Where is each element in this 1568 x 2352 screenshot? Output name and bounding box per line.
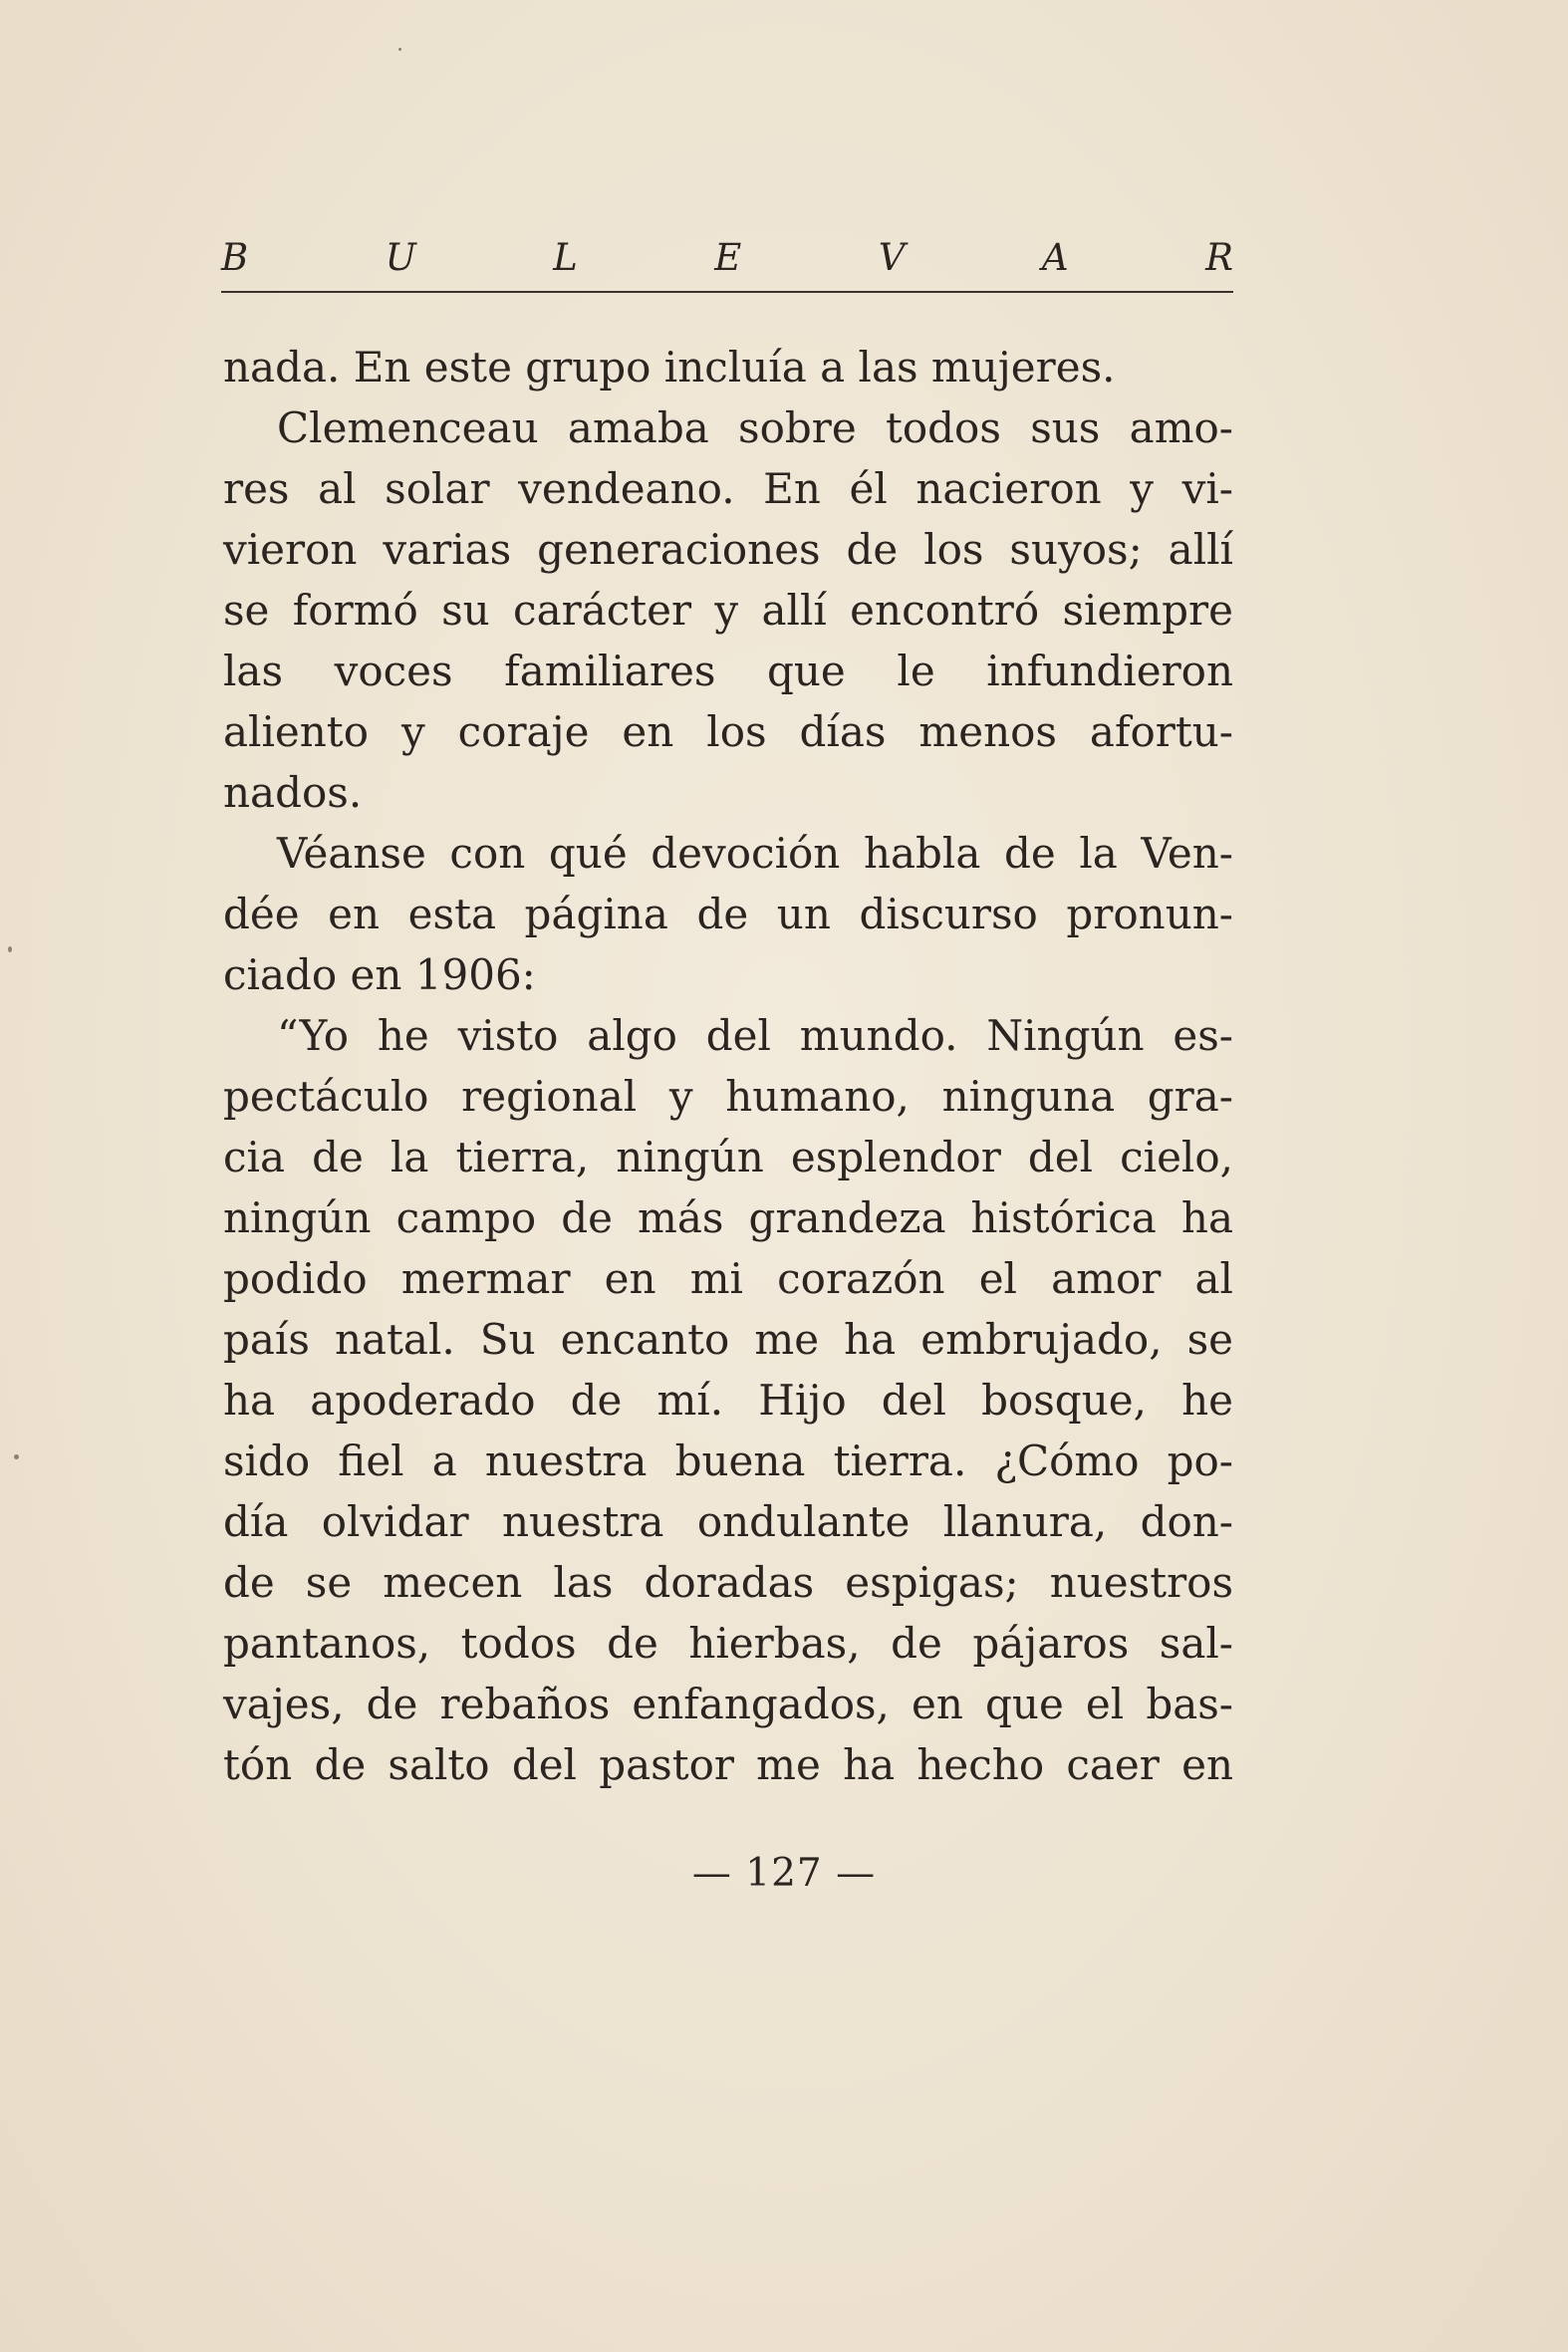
- header-letter: A: [1041, 236, 1069, 279]
- text-line: Clemenceau amaba sobre todos sus amo-: [277, 403, 1233, 452]
- header-letter: E: [714, 236, 742, 279]
- text-line: aliento y coraje en los días menos afortu-: [223, 707, 1233, 756]
- running-header: [221, 227, 1233, 279]
- text-line: de se mecen las doradas espigas; nuestros: [223, 1558, 1233, 1607]
- body-text: [223, 337, 1233, 1795]
- text-line: las voces familiares que le infundieron: [223, 647, 1233, 695]
- text-line: ningún campo de más grandeza histórica ha: [223, 1193, 1233, 1242]
- text-line: ciado en 1906:: [223, 950, 536, 999]
- text-line: pantanos, todos de hierbas, de pájaros sal-: [223, 1619, 1233, 1668]
- text-line: día olvidar nuestra ondulante llanura, don-: [223, 1497, 1233, 1546]
- text-line: ha apoderado de mí. Hijo del bosque, he: [223, 1376, 1233, 1425]
- text-line: país natal. Su encanto me ha embrujado, se: [223, 1315, 1233, 1364]
- text-line: pectáculo regional y humano, ninguna gra-: [223, 1072, 1233, 1121]
- header-letter: B: [221, 236, 249, 279]
- text-line: podido mermar en mi corazón el amor al: [223, 1254, 1233, 1303]
- header-letter: L: [553, 236, 578, 279]
- text-line: nada. En este grupo incluía a las mujeres.: [223, 343, 1116, 392]
- text-line: sido fiel a nuestra buena tierra. ¿Cómo po-: [223, 1437, 1233, 1485]
- paper-speck: [398, 48, 401, 51]
- text-line: cia de la tierra, ningún esplendor del cielo,: [223, 1133, 1233, 1181]
- text-line: Véanse con qué devoción habla de la Ven-: [277, 829, 1233, 878]
- text-line: nados.: [223, 768, 363, 817]
- text-line: vieron varias generaciones de los suyos; allí: [223, 525, 1233, 574]
- text-line: dée en esta página de un discurso pronun-: [223, 890, 1233, 938]
- text-line: “Yo he visto algo del mundo. Ningún es-: [277, 1011, 1233, 1060]
- header-letter: U: [385, 236, 416, 279]
- text-line: res al solar vendeano. En él nacieron y vi-: [223, 464, 1233, 513]
- paper-speck: [8, 946, 12, 952]
- text-line: tón de salto del pastor me ha hecho caer en: [223, 1740, 1233, 1789]
- header-letter: R: [1205, 236, 1233, 279]
- paper-speck: [14, 1454, 19, 1459]
- header-rule: [221, 291, 1233, 293]
- page-number: — 127 —: [691, 1851, 877, 1896]
- text-line: vajes, de rebaños enfangados, en que el bas-: [223, 1680, 1233, 1728]
- text-line: se formó su carácter y allí encontró siempre: [223, 586, 1233, 635]
- header-letter: V: [878, 236, 906, 279]
